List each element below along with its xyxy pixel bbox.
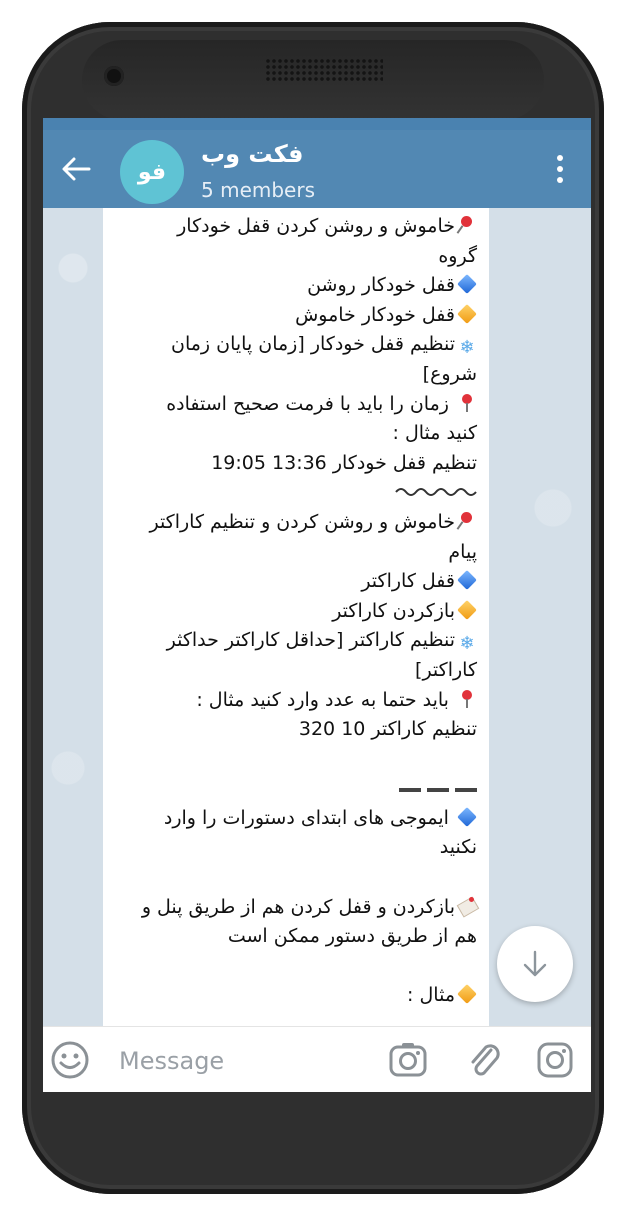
- message-line: [111, 597, 477, 627]
- message-line: [111, 715, 477, 745]
- message-line-text: مثال :: [407, 984, 455, 1007]
- message-line-text: قفل کاراکتر: [361, 570, 455, 593]
- app-screen: [43, 118, 591, 1092]
- message-text: [111, 212, 477, 1011]
- message-line: [111, 449, 477, 479]
- message-line-text: شروع]: [422, 362, 477, 385]
- message-line-text: کنید مثال :: [392, 422, 477, 445]
- message-line-text: بازکردن و قفل کردن هم از طریق پنل و: [141, 895, 455, 918]
- blue-diamond-icon: [457, 570, 477, 590]
- message-line: [111, 804, 477, 834]
- paperclip-icon: [465, 1040, 505, 1080]
- message-line: [111, 390, 477, 420]
- round-pushpin-icon: [457, 393, 477, 413]
- chat-header: [43, 130, 591, 208]
- message-line-text: پیام: [448, 540, 477, 563]
- message-line: [111, 212, 477, 242]
- menu-dot: [557, 166, 563, 172]
- group-avatar[interactable]: [120, 140, 184, 204]
- message-input-bar: [43, 1026, 591, 1092]
- pushpin-icon: [457, 215, 477, 235]
- arrow-left-icon: [61, 156, 91, 182]
- message-line: [111, 360, 477, 390]
- message-line-text: قفل خودکار خاموش: [295, 303, 455, 326]
- blue-diamond-icon: [457, 807, 477, 827]
- pushpin-icon: [457, 511, 477, 531]
- message-line-text: زمان را باید با فرمت صحیح استفاده: [166, 392, 455, 415]
- message-line-text: هم از طریق دستور ممکن است: [227, 925, 477, 948]
- message-line: [111, 301, 477, 331]
- blank-line: [111, 863, 477, 893]
- message-line: [111, 656, 477, 686]
- earpiece-speaker: [265, 58, 383, 82]
- message-line: [111, 626, 477, 656]
- front-camera: [104, 66, 124, 86]
- message-line-text: قفل خودکار روشن: [307, 274, 455, 297]
- message-list[interactable]: [43, 208, 591, 1026]
- chat-title[interactable]: فکت وب: [201, 140, 304, 168]
- message-line: [111, 893, 477, 923]
- message-line-text: کاراکتر]: [415, 658, 477, 681]
- more-menu-button[interactable]: [543, 148, 577, 190]
- attach-button[interactable]: [465, 1040, 505, 1080]
- dash-divider: [111, 774, 477, 804]
- message-line: [111, 330, 477, 360]
- camera-button[interactable]: [388, 1040, 428, 1080]
- message-line: [111, 419, 477, 449]
- message-line-text: تنظیم کاراکتر [حداقل کاراکتر حداکثر: [166, 629, 455, 652]
- orange-diamond-icon: [457, 304, 477, 324]
- message-line: [111, 538, 477, 568]
- message-line: [111, 567, 477, 597]
- tag-icon: [457, 896, 477, 916]
- snowflake-icon: ❄: [459, 633, 475, 655]
- message-line: [111, 981, 477, 1011]
- scroll-down-button[interactable]: [497, 926, 573, 1002]
- arrow-down-icon: [522, 949, 548, 979]
- message-line-text: تنظیم قفل خودکار 13:36 19:05: [211, 451, 477, 474]
- message-bubble[interactable]: [103, 208, 489, 1026]
- blue-diamond-icon: [457, 274, 477, 294]
- avatar-initials: فو: [137, 159, 167, 185]
- message-line: [111, 833, 477, 863]
- back-button[interactable]: [51, 144, 101, 194]
- message-line-text: ایموجی های ابتدای دستورات را وارد: [163, 806, 455, 829]
- instagram-button[interactable]: [535, 1040, 575, 1080]
- orange-diamond-icon: [457, 984, 477, 1004]
- message-line: [111, 271, 477, 301]
- camera-icon: [388, 1040, 428, 1080]
- message-line-text: نکنید: [439, 836, 477, 859]
- message-line-text: خاموش و روشن کردن قفل خودکار: [177, 215, 455, 237]
- message-line-text: تنظیم کاراکتر 10 320: [298, 718, 477, 741]
- more-vertical-icon: [557, 155, 563, 161]
- message-line: [111, 686, 477, 716]
- emoji-button[interactable]: [49, 1039, 91, 1081]
- menu-dot: [557, 177, 563, 183]
- message-line: [111, 242, 477, 272]
- instagram-icon: [535, 1040, 575, 1080]
- blank-line: [111, 745, 477, 775]
- wavy-divider: [111, 478, 477, 508]
- snowflake-icon: ❄: [459, 337, 475, 359]
- message-input[interactable]: [117, 1041, 361, 1081]
- message-line: [111, 922, 477, 952]
- message-line-text: بازکردن کاراکتر: [332, 599, 455, 622]
- message-line-text: خاموش و روشن کردن و تنظیم کاراکتر: [149, 510, 455, 533]
- member-count: 5 members: [201, 178, 315, 202]
- message-line-text: تنظیم قفل خودکار [زمان پایان زمان: [170, 333, 455, 356]
- smiley-icon: [49, 1039, 91, 1081]
- status-bar: [43, 118, 591, 130]
- message-line-text: باید حتما به عدد وارد کنید مثال :: [196, 688, 455, 711]
- round-pushpin-icon: [457, 689, 477, 709]
- message-line: [111, 508, 477, 538]
- blank-line: [111, 952, 477, 982]
- orange-diamond-icon: [457, 600, 477, 620]
- message-line-text: گروه: [438, 244, 477, 267]
